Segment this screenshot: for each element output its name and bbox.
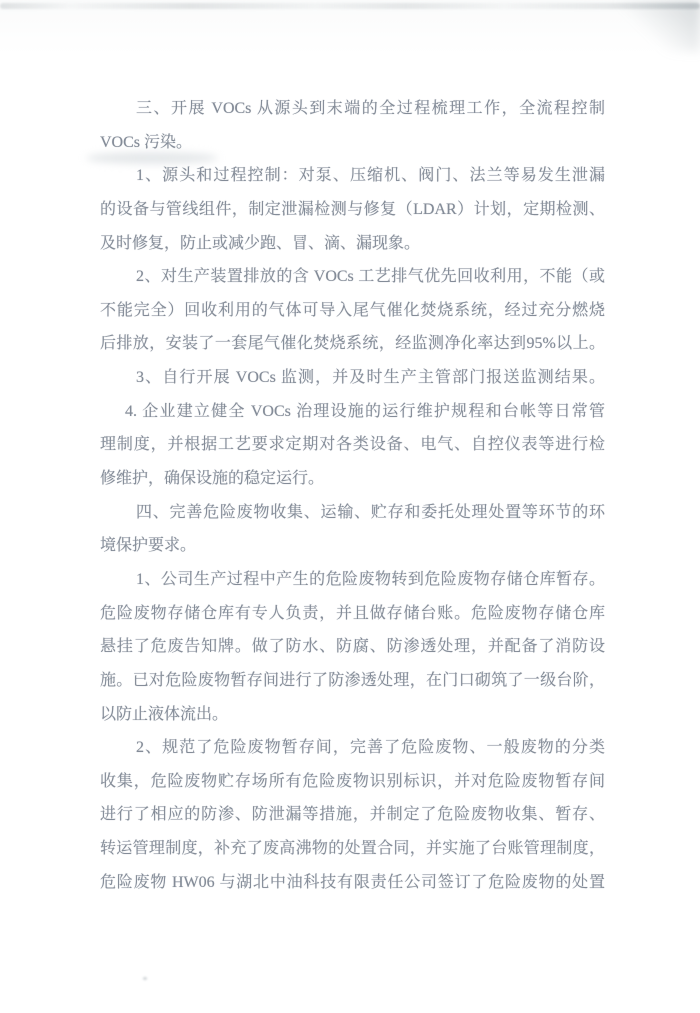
- text-line: 修维护，确保设施的稳定运行。: [100, 470, 325, 488]
- text-line: 悬挂了危废告知牌。做了防水、防腐、防渗透处理，并配备了消防设: [100, 638, 605, 656]
- text-line: 3、自行开展 VOCs 监测，并及时生产主管部门报送监测结果。: [136, 369, 605, 387]
- document-body: [100, 92, 605, 899]
- text-line: 后排放，安装了一套尾气催化焚烧系统，经监测净化率达到95%以上。: [100, 335, 605, 353]
- text-line: 境保护要求。: [100, 537, 197, 555]
- text-line: 危险废物存储仓库有专人负责，并且做存储台账。危险废物存储仓库: [100, 604, 605, 622]
- text-line: 2、规范了危险废物暂存间，完善了危险废物、一般废物的分类: [136, 739, 605, 757]
- text-line: 的设备与管线组件，制定泄漏检测与修复（LDAR）计划，定期检测、: [100, 200, 605, 218]
- text-line: 理制度，并根据工艺要求定期对各类设备、电气、自控仪表等进行检: [100, 436, 605, 454]
- scan-corner-smudge: [610, 0, 700, 52]
- text-line: 及时修复，防止或减少跑、冒、滴、漏现象。: [100, 234, 421, 252]
- text-line: 收集，危险废物贮存场所有危险废物识别标识，并对危险废物暂存间: [100, 772, 605, 790]
- scan-speck: [143, 977, 147, 980]
- text-line: 1、公司生产过程中产生的危险废物转到危险废物存储仓库暂存。: [136, 570, 605, 588]
- text-line: 施。已对危险废物暂存间进行了防渗透处理，在门口砌筑了一级台阶，: [100, 671, 605, 689]
- text-line: VOCs 污染。: [100, 133, 193, 151]
- text-line: 转运管理制度，补充了废高沸物的处置合同，并实施了台账管理制度，: [100, 840, 605, 858]
- scan-edge-artifact: [0, 3, 700, 9]
- text-line: 以防止液体流出。: [100, 705, 229, 723]
- text-line: 不能完全）回收利用的气体可导入尾气催化焚烧系统，经过充分燃烧: [100, 301, 605, 319]
- text-line: 1、源头和过程控制：对泵、压缩机、阀门、法兰等易发生泄漏: [136, 167, 605, 185]
- text-line: 四、完善危险废物收集、运输、贮存和委托处理处置等环节的环: [136, 503, 605, 521]
- text-line: 2、对生产装置排放的含 VOCs 工艺排气优先回收利用，不能（或: [136, 268, 605, 286]
- text-line: 进行了相应的防渗、防泄漏等措施，并制定了危险废物收集、暂存、: [100, 806, 605, 824]
- text-line: 4. 企业建立健全 VOCs 治理设施的运行维护规程和台帐等日常管: [125, 402, 605, 420]
- text-line: 危险废物 HW06 与湖北中油科技有限责任公司签订了危险废物的处置: [100, 873, 605, 891]
- text-line: 三、开展 VOCs 从源头到末端的全过程梳理工作，全流程控制: [136, 100, 605, 117]
